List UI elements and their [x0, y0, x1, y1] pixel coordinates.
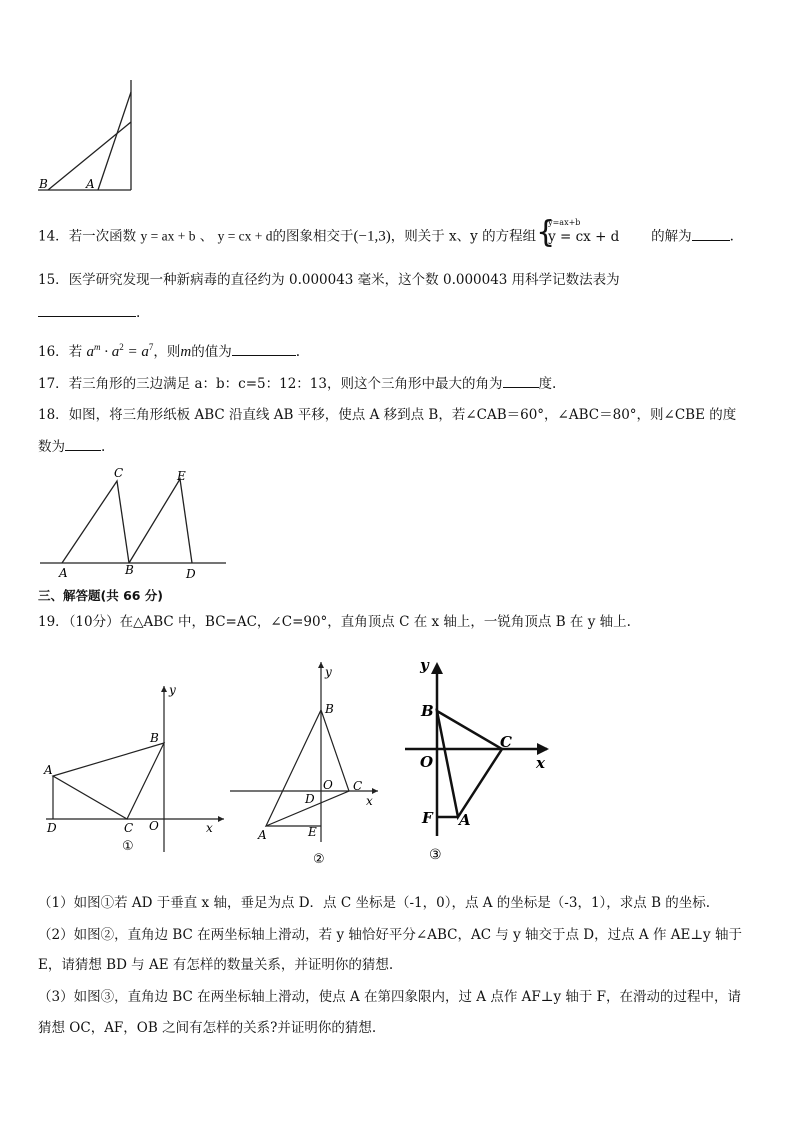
q19-number: 19． [38, 614, 69, 630]
q14-number: 14． [38, 228, 69, 245]
q16-expression: $a^m \cdot a^2 = a^7$ [86, 342, 154, 360]
caption-1: ① [122, 839, 134, 854]
x-arrow-icon [372, 788, 378, 794]
label-c: C [114, 466, 124, 480]
label-d: D [47, 821, 57, 835]
q17-number: 17． [38, 376, 69, 392]
equation-system [536, 215, 651, 252]
triangle-abc [266, 710, 349, 826]
q18-line2: 数为 [38, 439, 65, 455]
question-16 [38, 337, 300, 362]
label-x: x [536, 754, 545, 772]
q14-sep: 、 [199, 228, 214, 245]
label-y: y [420, 656, 429, 674]
label-o: O [149, 819, 159, 833]
q14-f1: y = ax + b [140, 228, 196, 244]
caption-3: ③ [429, 847, 442, 863]
q19-part-1: （1）如图①若 AD 于垂直 x 轴，垂足为点 D．点 C 坐标是（-1，0），点 A 的坐标是（-3，1），求点 B 的坐标. [38, 895, 711, 911]
y-arrow-icon [161, 686, 167, 692]
label-a: A [459, 811, 471, 829]
label-b: B [421, 702, 434, 720]
label-b: B [39, 177, 48, 191]
fig19-3 [402, 654, 562, 864]
triangle-abc [53, 743, 164, 819]
answer-blank-18[interactable] [65, 436, 101, 451]
label-e: E [177, 469, 186, 483]
q19-intro: （10分）在△ABC 中，BC=AC，∠C=90°，直角顶点 C 在 x 轴上，一锐角顶点 B 在 y 轴上. [68, 614, 631, 630]
q14-text-d: 的解为 [651, 228, 692, 245]
question-14 [38, 215, 734, 252]
fig18-translation [38, 464, 238, 584]
label-y: y [169, 683, 176, 697]
q16-text-b: ，则 [153, 344, 181, 360]
question-18 [38, 405, 736, 425]
q14-text-a: 若一次函数 [68, 228, 137, 245]
q18-end: . [101, 439, 106, 455]
label-a: A [44, 763, 53, 777]
q17-text-b: 度. [538, 376, 557, 392]
q14-end: . [729, 228, 734, 245]
answer-blank-16[interactable] [232, 341, 296, 356]
triangle-bde [129, 479, 192, 563]
q14-text-b: 的图象相交于 [272, 228, 354, 245]
label-y: y [325, 665, 332, 679]
system-row-1: y=ax+b [548, 218, 581, 227]
label-x: x [366, 794, 373, 808]
line-from-a [98, 92, 131, 190]
label-b: B [325, 702, 334, 716]
label-c: C [500, 733, 512, 751]
q18-line1: 如图，将三角形纸板 ABC 沿直线 AB 平移，使点 A 移到点 B，若∠CAB＝60°，∠ABC＝80°，则∠CBE 的度 [68, 407, 737, 423]
label-o: O [420, 753, 434, 771]
question-15 [38, 270, 620, 290]
q16-var: m [180, 344, 192, 360]
q15-number: 15． [38, 272, 69, 288]
q15-end: . [136, 305, 141, 321]
y-arrow-icon [431, 662, 443, 674]
label-b: B [150, 731, 159, 745]
label-d: D [186, 567, 196, 581]
y-arrow-icon [318, 662, 324, 668]
label-a: A [258, 828, 267, 842]
system-row-2: y = cx + d [548, 229, 620, 245]
label-c: C [353, 779, 363, 793]
q17-text-a: 若三角形的三边满足 a：b：c=5：12：13，则这个三角形中最大的角为 [68, 376, 503, 392]
label-d: D [305, 792, 315, 806]
q16-text-a: 若 [68, 344, 83, 360]
brace-icon: { [536, 215, 556, 250]
question-18-cont [38, 436, 105, 457]
q16-end: . [295, 344, 300, 360]
answer-blank-14[interactable] [692, 226, 730, 241]
q16-text-c: 的值为 [191, 344, 232, 360]
q14-text-c: ，则关于 x、y 的方程组 [390, 228, 537, 245]
label-c: C [124, 821, 134, 835]
q16-number: 16． [38, 344, 69, 360]
caption-2: ② [313, 852, 325, 867]
triangle-abc [62, 481, 129, 563]
q15-text: 医学研究发现一种新病毒的直径约为 0.000043 毫米，这个数 0.000043 用科学记数法表为 [68, 272, 620, 288]
section-heading: 三、解答题(共 66 分) [38, 588, 164, 603]
x-arrow-icon [218, 816, 224, 822]
q19-part-2-cont: E，请猜想 BD 与 AE 有怎样的数量关系，并证明你的猜想. [38, 957, 394, 973]
q19-part-3-cont: 猜想 OC，AF，OB 之间有怎样的关系?并证明你的猜想. [38, 1020, 377, 1036]
q14-f2: y = cx + d [217, 228, 273, 244]
label-a: A [86, 177, 95, 191]
question-19 [38, 612, 631, 632]
label-o: O [323, 778, 333, 792]
top-figure [36, 80, 146, 195]
answer-blank-17[interactable] [503, 373, 539, 388]
label-b: B [125, 563, 134, 577]
q14-point: (−1,3) [353, 228, 391, 245]
label-e: E [308, 825, 317, 839]
fig19-2 [228, 658, 388, 868]
label-x: x [206, 821, 213, 835]
question-15-answer [38, 302, 140, 323]
question-17 [38, 373, 556, 394]
q19-part-3: （3）如图③，直角边 BC 在两坐标轴上滑动，使点 A 在第四象限内，过 A 点作 AF⊥y 轴于 F，在滑动的过程中，请 [38, 989, 742, 1005]
label-f: F [422, 809, 433, 827]
q18-number: 18． [38, 407, 69, 423]
answer-blank-15[interactable] [38, 302, 136, 317]
triangle-abc [437, 711, 502, 817]
fig19-1 [40, 680, 240, 855]
label-a: A [59, 566, 68, 580]
q19-part-2: （2）如图②，直角边 BC 在两坐标轴上滑动，若 y 轴恰好平分∠ABC，AC 与 y 轴交于点 D，过点 A 作 AE⊥y 轴于 [38, 927, 742, 943]
